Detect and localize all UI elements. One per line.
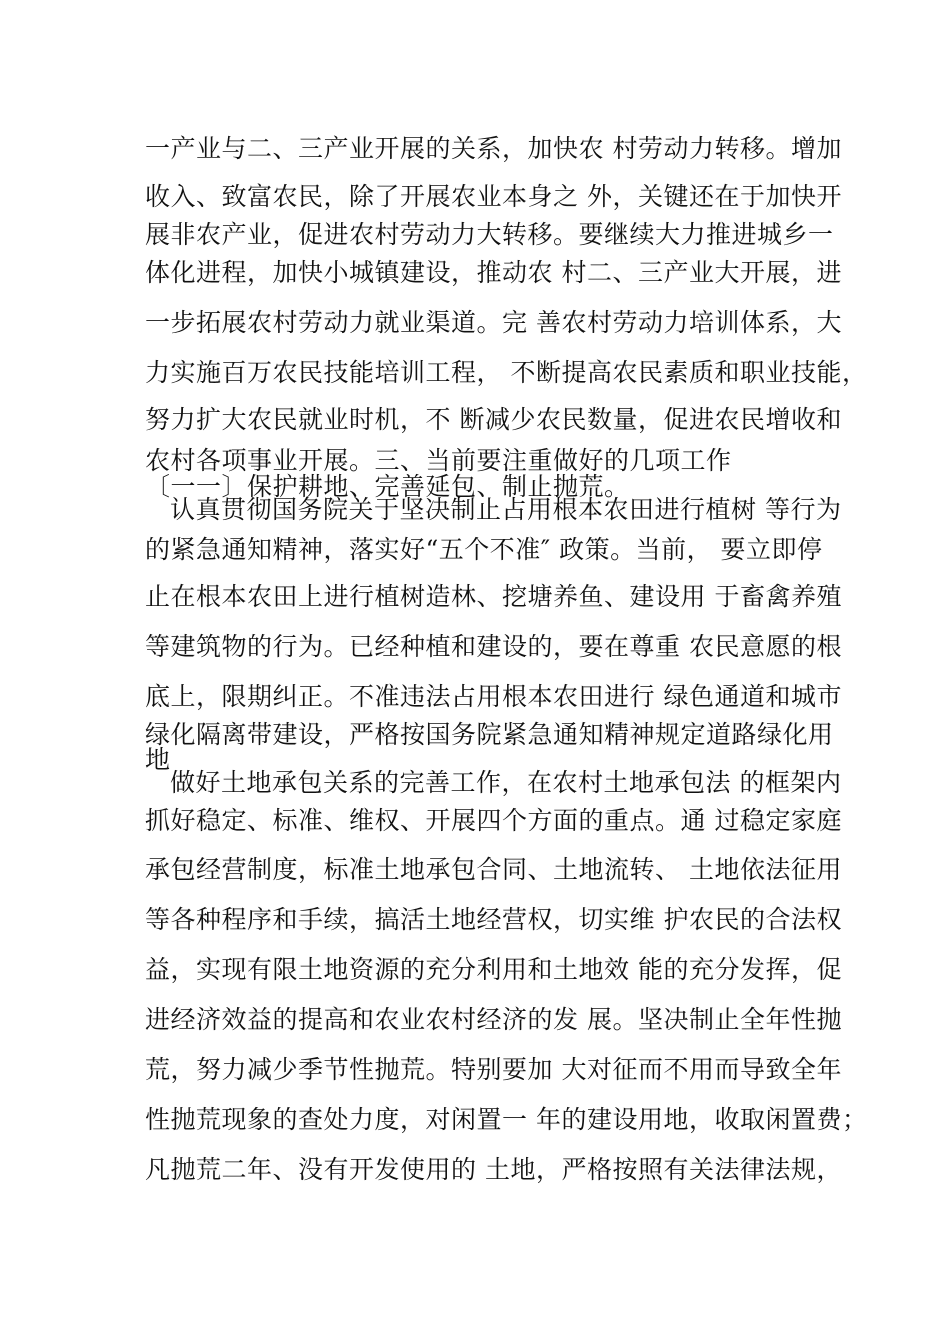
text-line: 展非农产业，促进农村劳动力大转移。要继续大力推进城乡一 (145, 220, 834, 249)
text-line: 一步拓展农村劳动力就业渠道。完 善农村劳动力培训体系，大 (145, 308, 842, 337)
text-line: 体化进程，加快小城镇建设，推动农 村二、三产业大开展，进 (145, 258, 842, 287)
text-line: 等建筑物的行为。已经种植和建设的，要在尊重 农民意愿的根 (145, 632, 842, 661)
text-line: 绿化隔离带建设，严格按国务院紧急通知精神规定道路绿化用 (145, 720, 834, 749)
text-line: 底上，限期纠正。不准违法占用根本农田进行 绿色通道和城市 (145, 682, 842, 711)
section-heading: 〔一一〕保护耕地、完善延包、制止抛荒。 (145, 472, 630, 501)
text-line: 一产业与二、三产业开展的关系，加快农 村劳动力转移。增加 (145, 134, 842, 163)
text-line: 荒，努力减少季节性抛荒。特别要加 大对征而不用而导致全年 (145, 1055, 842, 1084)
text-line: 性抛荒现象的查处力度，对闲置一 年的建设用地，收取闲置费； (145, 1105, 868, 1134)
text-line: 努力扩大农民就业时机，不 断减少农民数量，促进农民增收和 (145, 405, 842, 434)
text-line: 止在根本农田上进行植树造林、挖塘养鱼、建设用 于畜禽养殖 (145, 582, 842, 611)
text-line: 抓好稳定、标准、维权、开展四个方面的重点。通 过稳定家庭 (145, 806, 842, 835)
text-line: 等各种程序和手续，搞活土地经营权，切实维 护农民的合法权 (145, 905, 842, 934)
text-line: 力实施百万农民技能培训工程， 不断提高农民素质和职业技能， (145, 358, 868, 387)
text-line: 认真贯彻国务院关于坚决制止占用根本农田进行植树 等行为 (170, 495, 842, 524)
text-line: 进经济效益的提高和农业农村经济的发 展。坚决制止全年性抛 (145, 1005, 842, 1034)
text-line: 收入、致富农民，除了开展农业本身之 外，关键还在于加快开 (145, 182, 842, 211)
text-line: 凡抛荒二年、没有开发使用的 土地，严格按照有关法律法规， (145, 1155, 842, 1184)
text-line: 承包经营制度，标准土地承包合同、土地流转、 土地依法征用 (145, 855, 842, 884)
text-line: 农村各项事业开展。三、当前要注重做好的几项工作 (145, 446, 732, 475)
text-line: 益，实现有限土地资源的充分利用和土地效 能的充分发挥，促 (145, 955, 842, 984)
text-line: 做好土地承包关系的完善工作，在农村土地承包法 的框架内 (170, 768, 842, 797)
text-line: 的紧急通知精神，落实好“五个不准″ 政策。当前， 要立即停 (145, 535, 823, 564)
text-line: 地 (145, 745, 171, 774)
